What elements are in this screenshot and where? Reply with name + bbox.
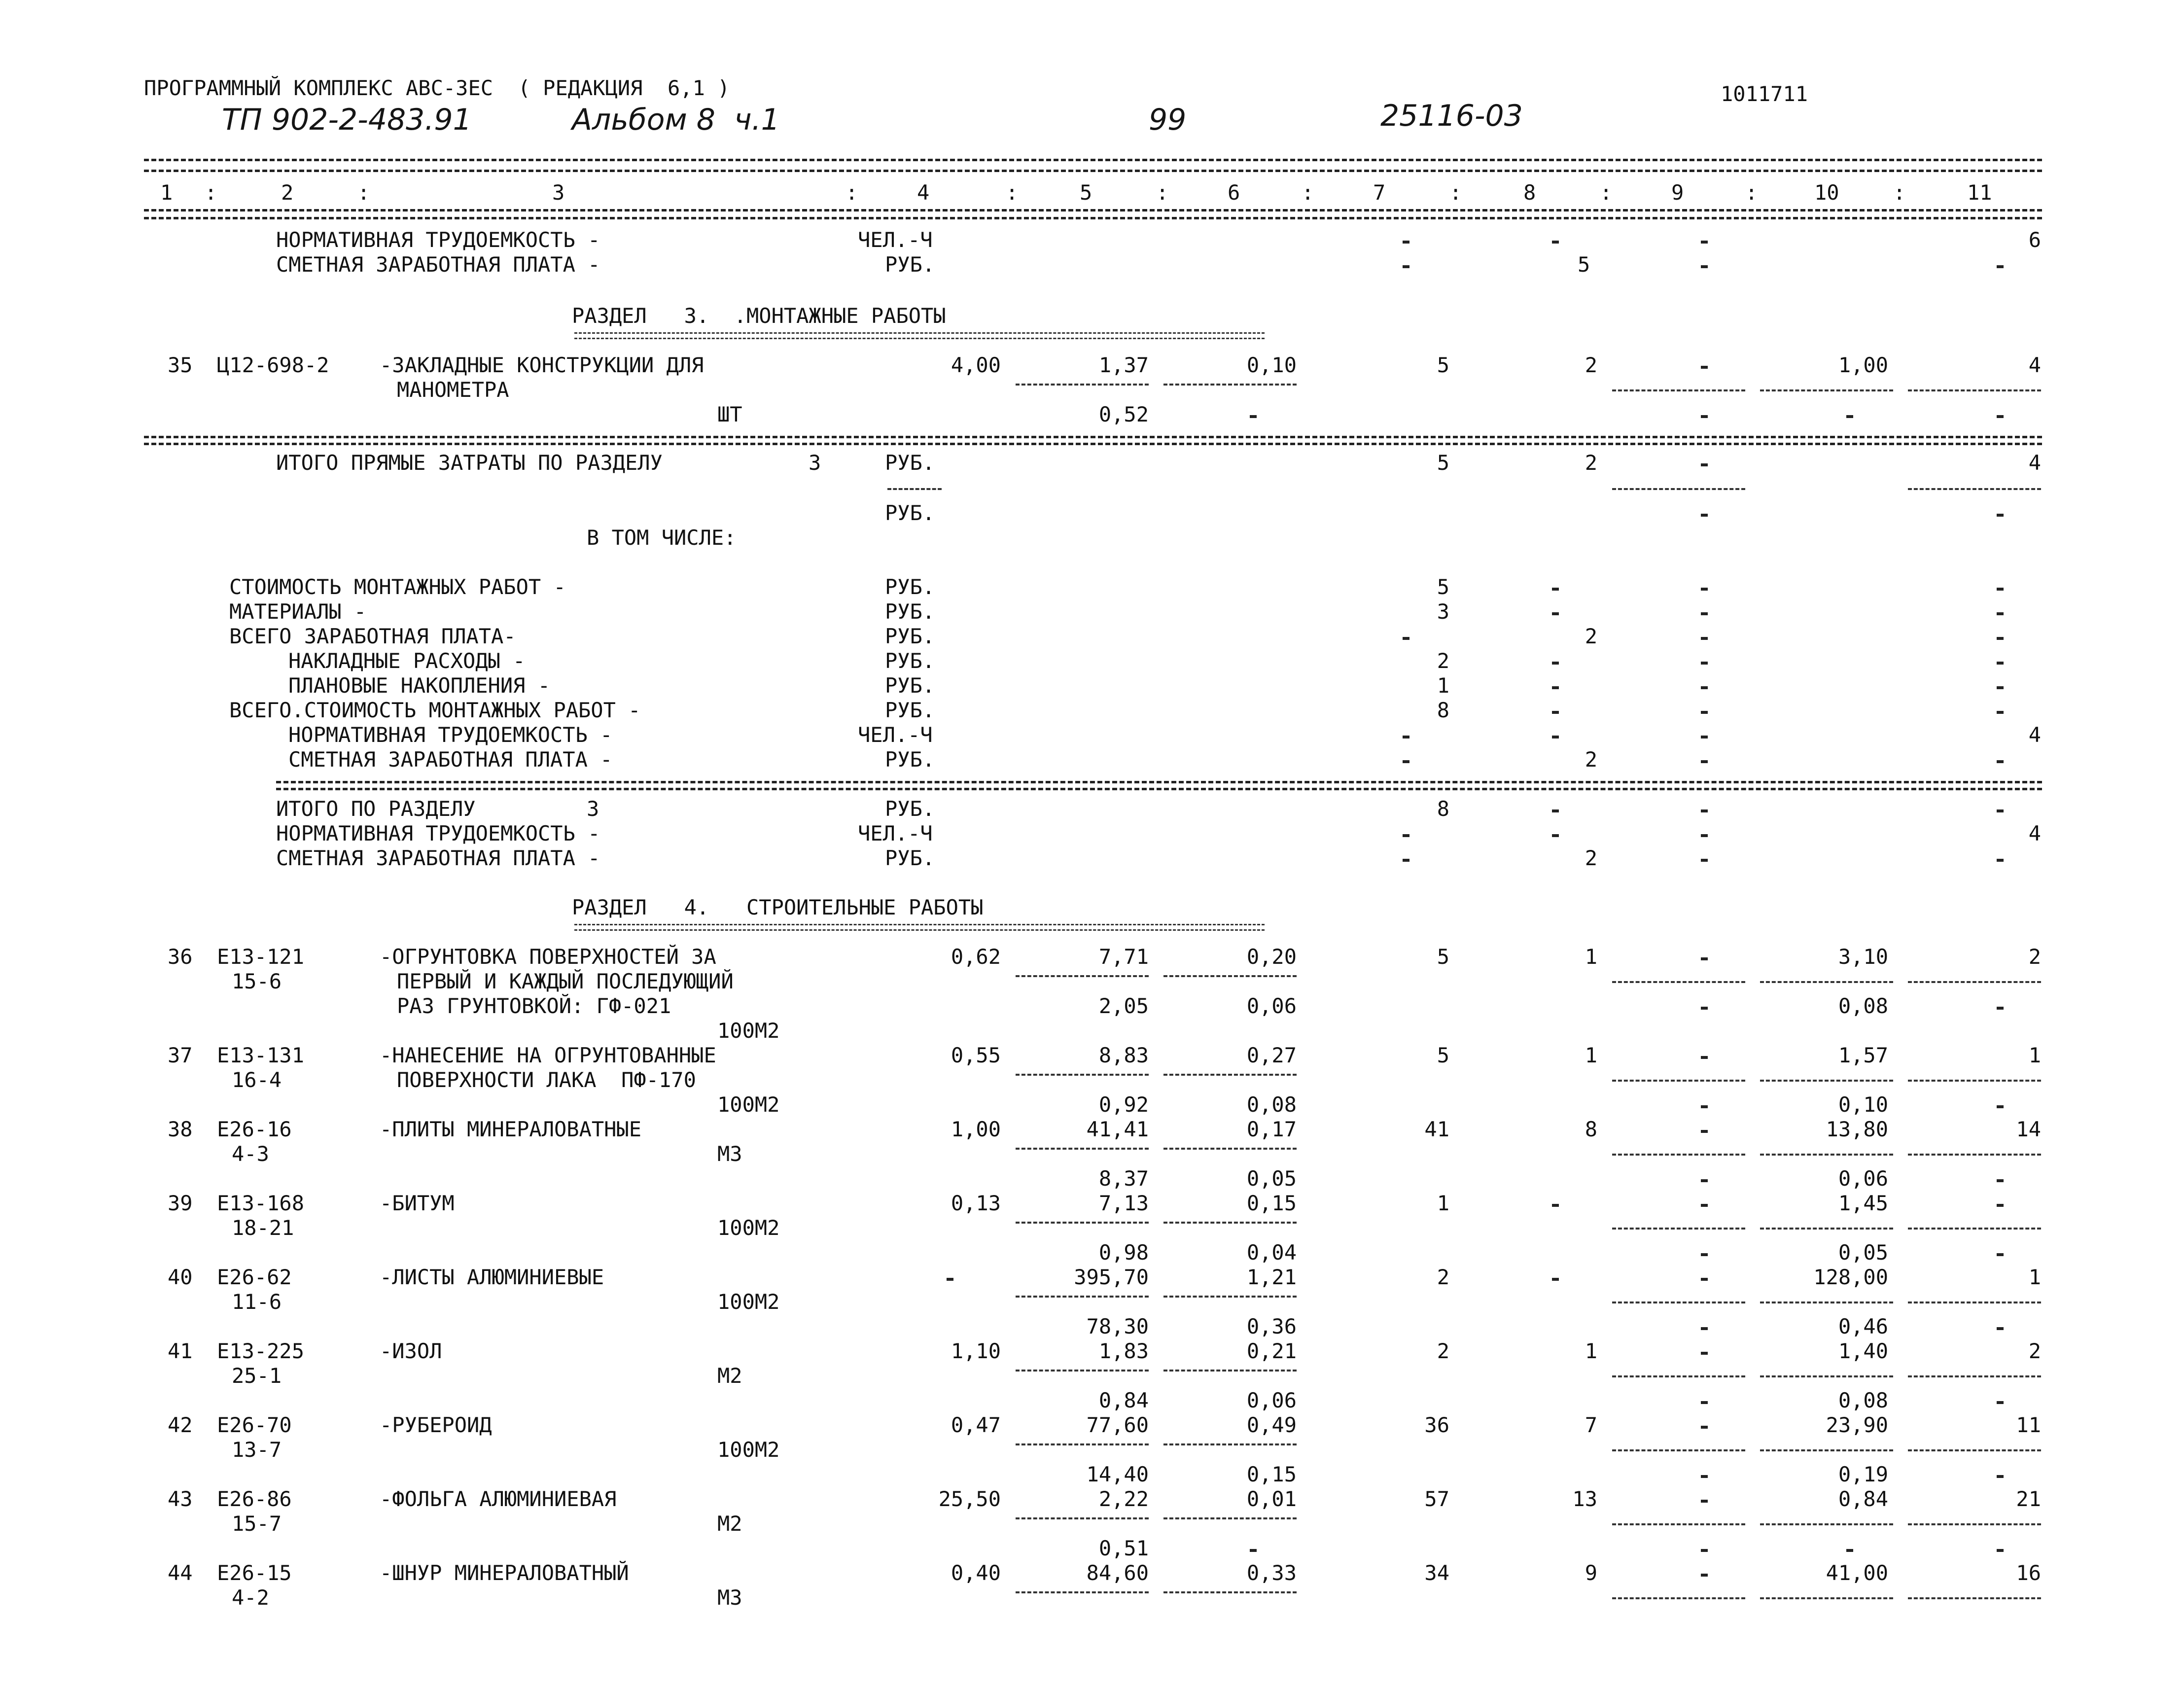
- column-header-11: 11: [1967, 180, 1992, 205]
- item-43-unit: М2: [717, 1512, 742, 1536]
- item-36-col11: 2: [2028, 945, 2041, 969]
- section-3-labor-col11: 4: [2028, 821, 2041, 845]
- item-42-col10-sub: 0,19: [1838, 1462, 1888, 1486]
- item-42-unit: 100М2: [717, 1438, 780, 1462]
- item-36-name-line: РАЗ ГРУНТОВКОЙ: ГФ-021: [397, 994, 671, 1018]
- section-3-direct-col7: 5: [1437, 451, 1449, 475]
- breakdown-unit: РУБ.: [885, 624, 935, 648]
- item-39-code: Е13-168: [217, 1191, 305, 1215]
- item-43-col9-dash: [1701, 1500, 1708, 1503]
- section-3-total-col7: 8: [1437, 797, 1449, 821]
- breakdown-label: СМЕТНАЯ ЗАРАБОТНАЯ ПЛАТА -: [288, 747, 613, 772]
- top-rule-2: [144, 170, 2042, 172]
- section-3-direct-costs-label: ИТОГО ПРЯМЫЕ ЗАТРАТЫ ПО РАЗДЕЛУ: [276, 451, 663, 475]
- breakdown-label: ВСЕГО ЗАРАБОТНАЯ ПЛАТА-: [229, 624, 516, 648]
- item-42-rule-col11: [1908, 1449, 2041, 1451]
- item-42-col5-sub: 14,40: [1086, 1462, 1149, 1486]
- item-41-qty: 1,10: [951, 1339, 1001, 1363]
- item-38-col9-dash: [1701, 1130, 1708, 1133]
- item-38-col5: 41,41: [1086, 1117, 1149, 1141]
- item-41-col8: 1: [1585, 1339, 1597, 1363]
- item-38-col5-sub: 8,37: [1098, 1166, 1149, 1191]
- section-3-wage-label: СМЕТНАЯ ЗАРАБОТНАЯ ПЛАТА -: [276, 846, 600, 870]
- item-38-rule-col5: [1016, 1148, 1149, 1150]
- labor-col11: 6: [2028, 228, 2041, 252]
- item-36-qty: 0,62: [951, 945, 1001, 969]
- item-39-rule-col6: [1163, 1222, 1297, 1224]
- item-35-qty: 4,00: [951, 353, 1001, 377]
- item-38-subcode: 4-3: [232, 1142, 269, 1166]
- item-43-col9-sub-dash: [1701, 1549, 1708, 1552]
- breakdown-unit: РУБ.: [885, 747, 935, 772]
- item-37-col11: 1: [2028, 1043, 2041, 1067]
- item-35-name-2: МАНОМЕТРА: [397, 378, 509, 402]
- item-39-col6: 0,15: [1246, 1191, 1297, 1215]
- item-42-rule-col6: [1163, 1443, 1297, 1445]
- item-41-col11: 2: [2028, 1339, 2041, 1363]
- item-35-col6: 0,10: [1246, 353, 1297, 377]
- item-42-col9-sub-dash: [1701, 1475, 1708, 1478]
- item-40-col10: 128,00: [1813, 1265, 1888, 1289]
- wage-label: СМЕТНАЯ ЗАРАБОТНАЯ ПЛАТА -: [276, 252, 600, 277]
- breakdown-col8: 2: [1585, 624, 1597, 648]
- item-43-code: Е26-86: [217, 1487, 292, 1511]
- column-header-9: 9: [1671, 180, 1684, 205]
- item-41-col5-sub: 0,84: [1098, 1388, 1149, 1412]
- item-43-col5-sub: 0,51: [1098, 1536, 1149, 1560]
- item-37-rule-col11: [1908, 1080, 2041, 1082]
- item-40-col8-dash: [1552, 1278, 1559, 1281]
- section-3-wage-unit: РУБ.: [885, 846, 935, 870]
- item-38-col10-sub: 0,06: [1838, 1166, 1888, 1191]
- item-43-col7: 57: [1424, 1487, 1449, 1511]
- item-36-col5-sub: 2,05: [1098, 994, 1149, 1018]
- item-35-col5-sub: 0,52: [1098, 402, 1149, 426]
- section-3-underline: [574, 332, 1265, 339]
- item-44-rule-col11: [1908, 1597, 2041, 1599]
- item-41-code: Е13-225: [217, 1339, 305, 1363]
- item-44-rule-col9: [1612, 1597, 1745, 1599]
- item-35-col5: 1,37: [1098, 353, 1149, 377]
- item-36-col6: 0,20: [1246, 945, 1297, 969]
- item-36-rule-col11: [1908, 981, 2041, 983]
- item-37-subcode: 16-4: [232, 1068, 282, 1092]
- item-40-col5: 395,70: [1074, 1265, 1149, 1289]
- item-44-unit: М3: [717, 1585, 742, 1610]
- item-37-name-line: -НАНЕСЕНИЕ НА ОГРУНТОВАННЫЕ: [380, 1043, 716, 1067]
- item-37-rule-col5: [1016, 1074, 1149, 1076]
- item-40-code: Е26-62: [217, 1265, 292, 1289]
- item-36-col10-sub: 0,08: [1838, 994, 1888, 1018]
- item-40-rule-col10: [1760, 1301, 1893, 1303]
- item-43-qty: 25,50: [938, 1487, 1001, 1511]
- item-35-code: Ц12-698-2: [217, 353, 329, 377]
- breakdown-label: СТОИМОСТЬ МОНТАЖНЫХ РАБОТ -: [229, 575, 566, 599]
- item-43-subcode: 15-7: [232, 1512, 282, 1536]
- item-38-rule-col10: [1760, 1154, 1893, 1156]
- column-header-4: 4: [917, 180, 930, 205]
- item-37-rule-col9: [1612, 1080, 1745, 1082]
- item-42-col11-sub-dash: [1997, 1475, 2004, 1478]
- item-38-col10: 13,80: [1826, 1117, 1888, 1141]
- item-36-col5: 7,71: [1098, 945, 1149, 969]
- breakdown-label: ПЛАНОВЫЕ НАКОПЛЕНИЯ -: [288, 673, 551, 698]
- item-42-qty: 0,47: [951, 1413, 1001, 1437]
- item-40-rule-col9: [1612, 1301, 1745, 1303]
- item-44-rule-col5: [1016, 1591, 1149, 1593]
- item-36-col6-sub: 0,06: [1246, 994, 1297, 1018]
- item-44-col8: 9: [1585, 1561, 1597, 1585]
- item-36-col8: 1: [1585, 945, 1597, 969]
- labor-unit: ЧЕЛ.-Ч: [858, 228, 933, 252]
- column-header-7: 7: [1373, 180, 1386, 205]
- column-header-3: 3: [552, 180, 565, 205]
- item-44-col6: 0,33: [1246, 1561, 1297, 1585]
- section-3-title: РАЗДЕЛ 3. .МОНТАЖНЫЕ РАБОТЫ: [572, 304, 946, 328]
- item-38-col7: 41: [1424, 1117, 1449, 1141]
- breakdown-col7: 8: [1437, 698, 1449, 722]
- item-41-name-line: -ИЗОЛ: [380, 1339, 442, 1363]
- item-35-unit: ШТ: [717, 402, 742, 426]
- section-4-title: РАЗДЕЛ 4. СТРОИТЕЛЬНЫЕ РАБОТЫ: [572, 895, 984, 919]
- item-40-rule-col11: [1908, 1301, 2041, 1303]
- item-39-name-line: -БИТУМ: [380, 1191, 455, 1215]
- breakdown-col8: 2: [1585, 747, 1597, 772]
- item-36-col7: 5: [1437, 945, 1449, 969]
- item-43-col8: 13: [1572, 1487, 1597, 1511]
- item-40-name-line: -ЛИСТЫ АЛЮМИНИЕВЫЕ: [380, 1265, 604, 1289]
- item-41-col9-dash: [1701, 1352, 1708, 1355]
- handwritten-page-number: 99: [1149, 103, 1187, 137]
- item-35-name-1: -ЗАКЛАДНЫЕ КОНСТРУКЦИИ ДЛЯ: [380, 353, 704, 377]
- item-35-col8: 2: [1585, 353, 1597, 377]
- item-39-rule-col10: [1760, 1228, 1893, 1230]
- item-41-rule-col9: [1612, 1375, 1745, 1377]
- item-39-col10: 1,45: [1838, 1191, 1888, 1215]
- item-39-col5-sub: 0,98: [1098, 1240, 1149, 1265]
- item-40-unit: 100М2: [717, 1290, 780, 1314]
- item-37-col5: 8,83: [1098, 1043, 1149, 1067]
- section-3-total-num: 3: [587, 797, 599, 821]
- item-37-unit: 100М2: [717, 1092, 780, 1117]
- item-36-rule-col9: [1612, 981, 1745, 983]
- item-44-col11: 16: [2016, 1561, 2041, 1585]
- item-37-col6-sub: 0,08: [1246, 1092, 1297, 1117]
- item-36-col9-sub-dash: [1701, 1007, 1708, 1010]
- item-38-code: Е26-16: [217, 1117, 292, 1141]
- item-41-col6-sub: 0,06: [1246, 1388, 1297, 1412]
- item-39-rule-col11: [1908, 1228, 2041, 1230]
- item-35-number: 35: [168, 353, 193, 377]
- handwritten-project-code: ТП 902-2-483.91: [222, 103, 472, 137]
- item-41-rule-col5: [1016, 1370, 1149, 1372]
- breakdown-unit: РУБ.: [885, 599, 935, 624]
- column-header-5: 5: [1080, 180, 1092, 205]
- item-35-col7: 5: [1437, 353, 1449, 377]
- item-38-col11-sub-dash: [1997, 1179, 2004, 1182]
- section-3-direct-costs-unit: РУБ.: [885, 451, 935, 475]
- item-43-col5: 2,22: [1098, 1487, 1149, 1511]
- item-39-col10-sub: 0,05: [1838, 1240, 1888, 1265]
- item-38-col8: 8: [1585, 1117, 1597, 1141]
- item-44-subcode: 4-2: [232, 1585, 269, 1610]
- item-38-qty: 1,00: [951, 1117, 1001, 1141]
- item-44-col9-dash: [1701, 1574, 1708, 1577]
- section-3-labor-unit: ЧЕЛ.-Ч: [858, 821, 933, 845]
- program-header: ПРОГРАММНЫЙ КОМПЛЕКС АВС-3ЕС ( РЕДАКЦИЯ 6,1 ): [144, 76, 730, 100]
- item-40-col11-sub-dash: [1997, 1327, 2004, 1330]
- wage-col8: 5: [1578, 252, 1590, 277]
- item-38-rule-col9: [1612, 1154, 1745, 1156]
- item-41-unit: М2: [717, 1364, 742, 1388]
- item-43-rule-col6: [1163, 1517, 1297, 1519]
- item-37-col6: 0,27: [1246, 1043, 1297, 1067]
- item-42-code: Е26-70: [217, 1413, 292, 1437]
- item-43-rule-col10: [1760, 1523, 1893, 1525]
- breakdown-col7: 3: [1437, 599, 1449, 624]
- item-37-col8: 1: [1585, 1043, 1597, 1067]
- item-39-unit: 100М2: [717, 1216, 780, 1240]
- item-40-col5-sub: 78,30: [1086, 1314, 1149, 1338]
- column-header-10: 10: [1814, 180, 1839, 205]
- item-44-col7: 34: [1424, 1561, 1449, 1585]
- item-40-col11: 1: [2028, 1265, 2041, 1289]
- item-42-subcode: 13-7: [232, 1438, 282, 1462]
- item-38-col6: 0,17: [1246, 1117, 1297, 1141]
- item-42-col7: 36: [1424, 1413, 1449, 1437]
- item-36-subcode: 15-6: [232, 969, 282, 993]
- item-44-rule-col10: [1760, 1597, 1893, 1599]
- breakdown-col7: 1: [1437, 673, 1449, 698]
- item-37-col10-sub: 0,10: [1838, 1092, 1888, 1117]
- item-38-rule-col6: [1163, 1148, 1297, 1150]
- section-3-direct-col8: 2: [1585, 451, 1597, 475]
- item-42-col10: 23,90: [1826, 1413, 1888, 1437]
- breakdown-unit: РУБ.: [885, 698, 935, 722]
- item-41-col6: 0,21: [1246, 1339, 1297, 1363]
- item-40-col6: 1,21: [1246, 1265, 1297, 1289]
- breakdown-col11: 4: [2028, 723, 2041, 747]
- item-42-name-line: -РУБЕРОИД: [380, 1413, 492, 1437]
- item-36-col10: 3,10: [1838, 945, 1888, 969]
- item-43-col6-sub-dash: [1250, 1549, 1257, 1552]
- item-36-unit: 100М2: [717, 1019, 780, 1043]
- item-41-rule-col11: [1908, 1375, 2041, 1377]
- item-37-col10: 1,57: [1838, 1043, 1888, 1067]
- item-44-qty: 0,40: [951, 1561, 1001, 1585]
- top-rule: [144, 159, 2042, 161]
- item-41-subcode: 25-1: [232, 1364, 282, 1388]
- breakdown-unit: РУБ.: [885, 649, 935, 673]
- item-37-col7: 5: [1437, 1043, 1449, 1067]
- item-36-number: 36: [168, 945, 193, 969]
- item-36-col9-dash: [1701, 957, 1708, 960]
- section-3-direct-costs-num: 3: [809, 451, 821, 475]
- item-39-rule-col5: [1016, 1222, 1149, 1224]
- item-37-rule-col6: [1163, 1074, 1297, 1076]
- item-38-col9-sub-dash: [1701, 1179, 1708, 1182]
- item-43-col10: 0,84: [1838, 1487, 1888, 1511]
- item-36-code: Е13-121: [217, 945, 305, 969]
- item-38-unit: М3: [717, 1142, 742, 1166]
- breakdown-col7: 2: [1437, 649, 1449, 673]
- item-39-col8-dash: [1552, 1204, 1559, 1207]
- item-43-col10-sub-dash: [1846, 1549, 1853, 1552]
- item-37-col11-sub-dash: [1997, 1105, 2004, 1108]
- item-39-qty: 0,13: [951, 1191, 1001, 1215]
- section-3-total-unit: РУБ.: [885, 797, 935, 821]
- handwritten-estimate-code: 25116-03: [1380, 99, 1523, 133]
- item-43-number: 43: [168, 1487, 193, 1511]
- breakdown-label: НОРМАТИВНАЯ ТРУДОЕМКОСТЬ -: [288, 723, 613, 747]
- item-42-rule-col9: [1612, 1449, 1745, 1451]
- column-header-2: 2: [281, 180, 294, 205]
- item-41-rule-col10: [1760, 1375, 1893, 1377]
- item-43-col11: 21: [2016, 1487, 2041, 1511]
- item-37-qty: 0,55: [951, 1043, 1001, 1067]
- item-40-col10-sub: 0,46: [1838, 1314, 1888, 1338]
- item-44-number: 44: [168, 1561, 193, 1585]
- item-39-col7: 1: [1437, 1191, 1449, 1215]
- item-44-rule-col6: [1163, 1591, 1297, 1593]
- item-38-col6-sub: 0,05: [1246, 1166, 1297, 1191]
- item-37-col9-sub-dash: [1701, 1105, 1708, 1108]
- header-bottom-rule-2: [144, 217, 2042, 219]
- item-41-col5: 1,83: [1098, 1339, 1149, 1363]
- item-43-col6: 0,01: [1246, 1487, 1297, 1511]
- column-header-8: 8: [1523, 180, 1536, 205]
- item-39-col11-sub-dash: [1997, 1253, 2004, 1256]
- item-36-name-line: -ОГРУНТОВКА ПОВЕРХНОСТЕЙ ЗА: [380, 945, 716, 969]
- item-41-col10-sub: 0,08: [1838, 1388, 1888, 1412]
- item-36-rule-col5: [1016, 975, 1149, 977]
- item-43-col11-sub-dash: [1997, 1549, 2004, 1552]
- item-40-rule-col6: [1163, 1296, 1297, 1298]
- item-41-rule-col6: [1163, 1370, 1297, 1372]
- item-40-qty-dash: [947, 1278, 953, 1281]
- item-42-number: 42: [168, 1413, 193, 1437]
- item-42-rule-col5: [1016, 1443, 1149, 1445]
- section-3-wage-col8: 2: [1585, 846, 1597, 870]
- column-header-6: 6: [1228, 180, 1240, 205]
- item-37-rule-col10: [1760, 1080, 1893, 1082]
- breakdown-col7: 5: [1437, 575, 1449, 599]
- labor-intensity-label: НОРМАТИВНАЯ ТРУДОЕМКОСТЬ -: [276, 228, 600, 252]
- section-3-total-label: ИТОГО ПО РАЗДЕЛУ: [276, 797, 476, 821]
- item-42-col11: 11: [2016, 1413, 2041, 1437]
- item-40-col7: 2: [1437, 1265, 1449, 1289]
- item-42-col5: 77,60: [1086, 1413, 1149, 1437]
- item-41-col10: 1,40: [1838, 1339, 1888, 1363]
- item-43-rule-col11: [1908, 1523, 2041, 1525]
- item-39-col11-dash: [1997, 1204, 2004, 1207]
- item-35-col10: 1,00: [1838, 353, 1888, 377]
- item-41-col7: 2: [1437, 1339, 1449, 1363]
- item-40-rule-col5: [1016, 1296, 1149, 1298]
- item-40-col9-sub-dash: [1701, 1327, 1708, 1330]
- item-44-name-line: -ШНУР МИНЕРАЛОВАТНЫЙ: [380, 1561, 629, 1585]
- item-40-col6-sub: 0,36: [1246, 1314, 1297, 1338]
- item-42-col6: 0,49: [1246, 1413, 1297, 1437]
- item-40-col9-dash: [1701, 1278, 1708, 1281]
- item-38-number: 38: [168, 1117, 193, 1141]
- item-36-name-line: ПЕРВЫЙ И КАЖДЫЙ ПОСЛЕДУЮЩИЙ: [397, 969, 734, 993]
- item-41-number: 41: [168, 1339, 193, 1363]
- item-37-code: Е13-131: [217, 1043, 305, 1067]
- item-40-subcode: 11-6: [232, 1290, 282, 1314]
- column-header-1: 1: [160, 180, 173, 205]
- item-36-col11-sub-dash: [1997, 1007, 2004, 1010]
- item-37-col9-dash: [1701, 1056, 1708, 1059]
- item-43-rule-col5: [1016, 1517, 1149, 1519]
- item-38-name-line: -ПЛИТЫ МИНЕРАЛОВАТНЫЕ: [380, 1117, 642, 1141]
- section-3-labor-label: НОРМАТИВНАЯ ТРУДОЕМКОСТЬ -: [276, 821, 600, 845]
- breakdown-label: ВСЕГО.СТОИМОСТЬ МОНТАЖНЫХ РАБОТ -: [229, 698, 641, 722]
- section-4-underline: [574, 924, 1265, 931]
- item-38-col11: 14: [2016, 1117, 2041, 1141]
- estimate-printout: ПРОГРАММНЫЙ КОМПЛЕКС АВС-3ЕС ( РЕДАКЦИЯ 6,1 ) 1011711 ТП 902-2-483.91 Альбом 8 ч.1 99 25116-03 1 : 2 : 3 : 4 : 5 : 6 : 7 : 8 : 9 : 10 : 11 НОРМАТИВНАЯ ТРУДОЕМКОСТЬ - ЧЕЛ.-Ч 6 СМЕТНАЯ ЗАРАБОТНАЯ ПЛАТА - РУБ. 5 РАЗДЕЛ 3. .МОНТАЖНЫЕ РАБОТЫ 35 Ц12-698-2 -ЗАКЛАДНЫЕ КОНСТРУКЦИИ ДЛЯ МАНОМЕТРА 4,00 1,37 0,10 5 2 1,00 4 ШТ 0,52 ИТОГО ПРЯМЫЕ ЗАТРАТЫ ПО РАЗДЕЛУ 3 РУБ. 5 2 4 РУБ. В ТОМ ЧИСЛЕ: СТОИМОСТЬ МОНТАЖНЫХ РАБОТ - РУБ. 5 МАТЕРИАЛЫ - РУБ. 3 ВСЕГО ЗАРАБОТНАЯ ПЛАТА- РУБ. 2 НАКЛАДНЫЕ РАСХОДЫ - РУБ. 2 ПЛАНОВЫЕ НАКОПЛЕНИЯ - РУБ. 1 ВСЕГО.СТОИМОСТЬ МОНТАЖНЫХ РАБОТ - РУБ. 8 НОРМАТИВНАЯ ТРУДОЕМКОСТЬ - ЧЕЛ.-Ч 4 СМЕТНАЯ ЗАРАБОТНАЯ ПЛАТА - РУБ. 2 ИТОГО ПО РАЗДЕЛУ 3 РУБ. 8 НОРМАТИВНАЯ ТРУДОЕМКОСТЬ - ЧЕЛ.-Ч 4 СМЕТНАЯ ЗАРАБОТНАЯ ПЛАТА - РУБ. 2 РАЗДЕЛ 4. СТРОИТЕЛЬНЫЕ РАБОТЫ 36 Е13-121 15-6 -ОГРУНТОВКА ПОВЕРХНОСТЕЙ ЗА ПЕРВЫЙ И КАЖДЫЙ ПОСЛЕДУЮЩИЙ РАЗ ГРУНТОВКОЙ: ГФ-021 100М2 0,62 7,71 0,20 2,05 0,06 5 1 3,10 2 0,08 37 Е13-131 16-4 -НАНЕСЕНИЕ НА ОГРУНТОВАННЫЕ ПОВЕРХНОСТИ ЛАКА ПФ-170 100М2 0,55 8,83 0,27 0,92 0,08 5 1 1,57 1 0,10 38 Е26-16 4-3 -ПЛИТЫ МИНЕРАЛОВАТНЫЕ М3 1,00 41,41 0,17 8,37 0,05 41 8 13,80 14 0,06 39 Е13-168 18-21 -БИТУМ 100М2 0,13 7,13 0,15 0,98 0,04 1 1,45 0,05 40 Е26-62 11-6 -ЛИСТЫ АЛЮМИНИЕВЫЕ 100М2 395,70 1,21 78,30 0,36 2 128,00 1 0,46 41 Е13-225 25-1 -ИЗОЛ М2 1,10 1,83 0,21 0,84 0,06 2 1 1,40 2 0,08 42 Е26-70 13-7 -РУБЕРОИД 100М2 0,47 77,60 0,49 14,40 0,15 36 7 23,90 11 0,19 43 Е26-86 15-7 -ФОЛЬГА АЛЮМИНИЕВАЯ М2 25,50 2,22 0,01 0,51 57 13 0,84 21 44 Е26-15 4-2 -ШНУР МИНЕРАЛОВАТНЫЙ М3 0,40 84,60 0,33 34 9 41,00 16: [144, 76, 2041, 1610]
- handwritten-album: Альбом 8 ч.1: [572, 103, 780, 137]
- item-39-col9-sub-dash: [1701, 1253, 1708, 1256]
- breakdown-unit: РУБ.: [885, 575, 935, 599]
- item-44-col10: 41,00: [1826, 1561, 1888, 1585]
- item-39-col6-sub: 0,04: [1246, 1240, 1297, 1265]
- header-bottom-rule: [144, 209, 2042, 211]
- item-43-name-line: -ФОЛЬГА АЛЮМИНИЕВАЯ: [380, 1487, 617, 1511]
- wage-unit: РУБ.: [885, 252, 935, 277]
- item-40-number: 40: [168, 1265, 193, 1289]
- item-42-rule-col10: [1760, 1449, 1893, 1451]
- including-label: В ТОМ ЧИСЛЕ:: [587, 526, 737, 550]
- item-43-rule-col9: [1612, 1523, 1745, 1525]
- item-44-code: Е26-15: [217, 1561, 292, 1585]
- item-36-rule-col10: [1760, 981, 1893, 983]
- item-37-col5-sub: 0,92: [1098, 1092, 1149, 1117]
- item-42-col8: 7: [1585, 1413, 1597, 1437]
- item-39-subcode: 18-21: [232, 1216, 294, 1240]
- breakdown-unit: ЧЕЛ.-Ч: [858, 723, 933, 747]
- section-3-total-rule: [144, 436, 2042, 438]
- item-35-col11: 4: [2028, 353, 2041, 377]
- item-37-name-line: ПОВЕРХНОСТИ ЛАКА ПФ-170: [397, 1068, 696, 1092]
- breakdown-label: МАТЕРИАЛЫ -: [229, 599, 367, 624]
- section-3-final-rule: [276, 781, 2042, 783]
- item-41-col11-sub-dash: [1997, 1401, 2004, 1404]
- item-38-rule-col11: [1908, 1154, 2041, 1156]
- section-3-direct-col11: 4: [2028, 451, 2041, 475]
- item-36-rule-col6: [1163, 975, 1297, 977]
- item-39-number: 39: [168, 1191, 193, 1215]
- item-39-col9-dash: [1701, 1204, 1708, 1207]
- item-44-col5: 84,60: [1086, 1561, 1149, 1585]
- item-39-rule-col9: [1612, 1228, 1745, 1230]
- section-3-direct-unit-2: РУБ.: [885, 501, 935, 525]
- document-number: 1011711: [1721, 82, 1808, 106]
- breakdown-label: НАКЛАДНЫЕ РАСХОДЫ -: [288, 649, 526, 673]
- breakdown-unit: РУБ.: [885, 673, 935, 698]
- item-42-col6-sub: 0,15: [1246, 1462, 1297, 1486]
- item-41-col9-sub-dash: [1701, 1401, 1708, 1404]
- item-37-number: 37: [168, 1043, 193, 1067]
- item-42-col9-dash: [1701, 1426, 1708, 1429]
- item-39-col5: 7,13: [1098, 1191, 1149, 1215]
